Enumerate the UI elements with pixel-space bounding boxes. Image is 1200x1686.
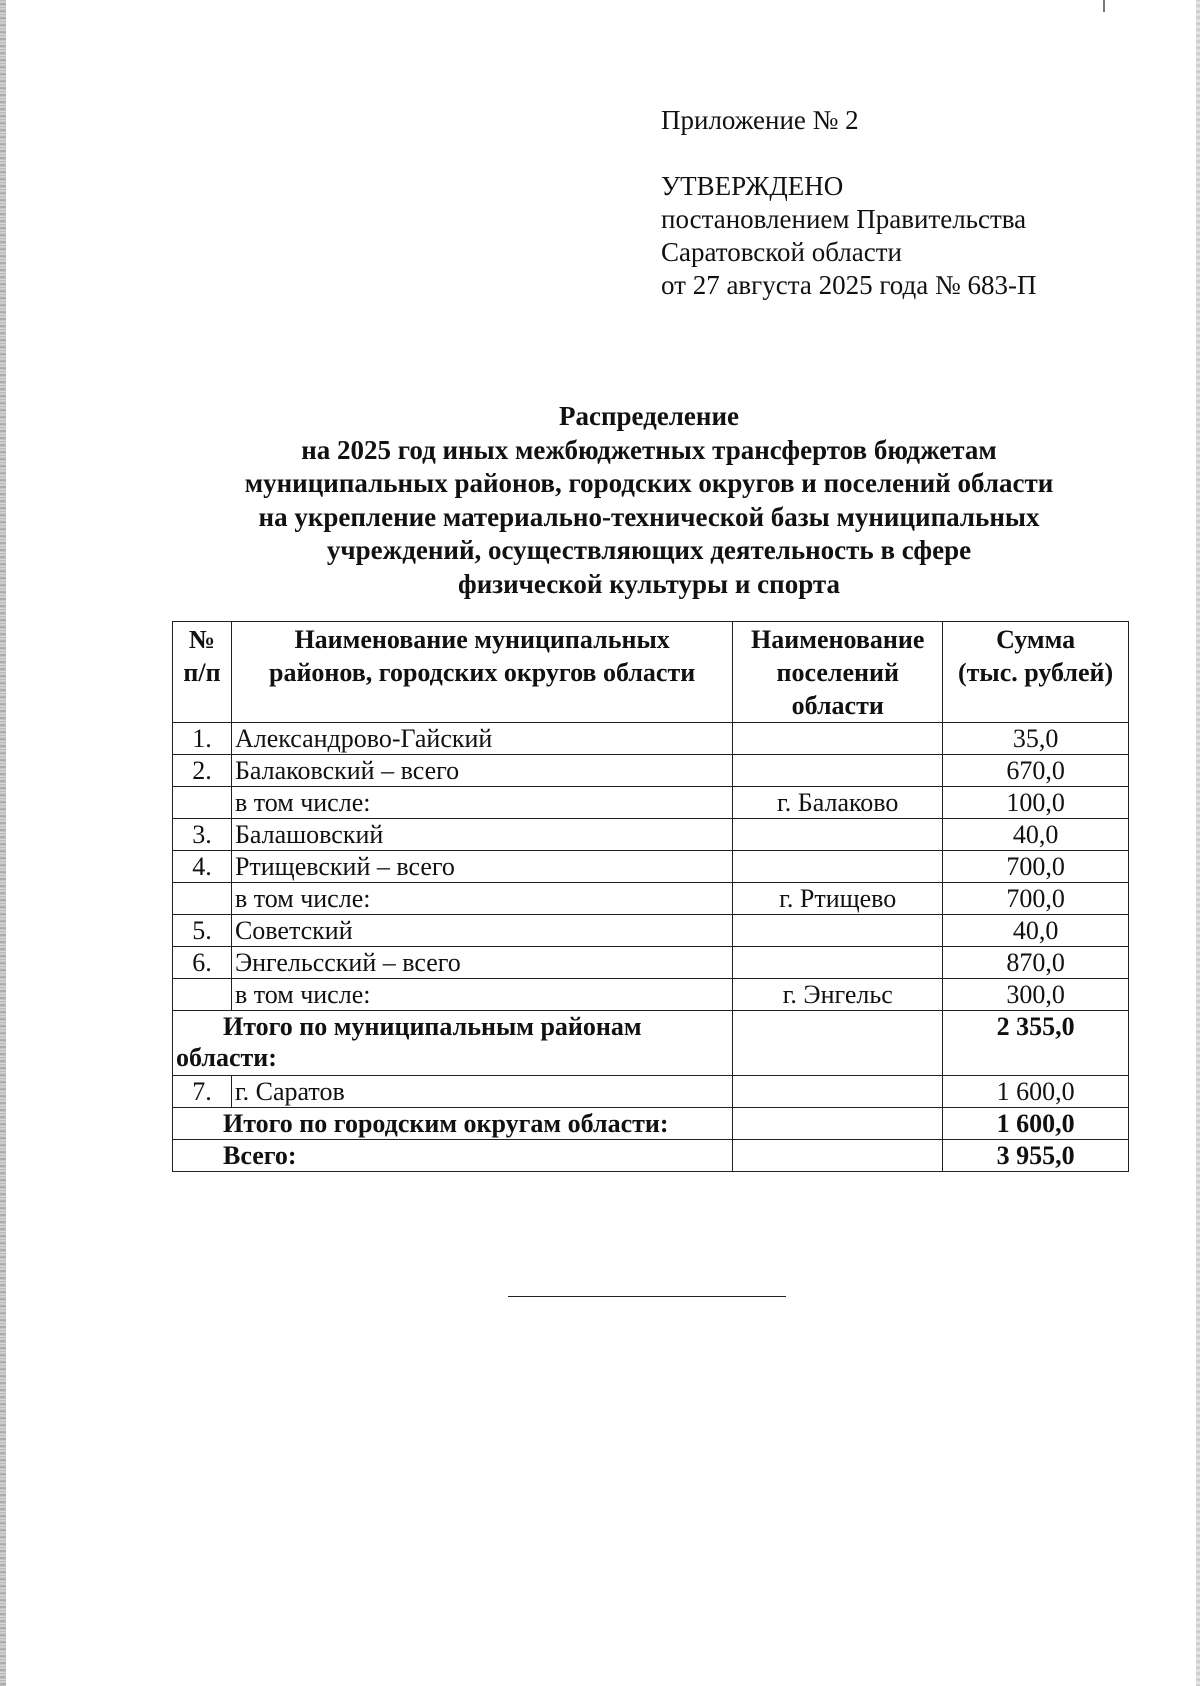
- row-settlement: [733, 755, 943, 787]
- table-row: [173, 851, 1129, 883]
- header-settlement-name: [733, 622, 943, 723]
- total-districts-label-line-1: Итого по муниципальным районам: [223, 1012, 642, 1041]
- total-districts-row: [173, 1011, 1129, 1076]
- row-settlement: [733, 1076, 943, 1108]
- row-settlement: [733, 851, 943, 883]
- scan-edge-right: [1196, 0, 1200, 1686]
- appendix-label: Приложение № 2: [661, 105, 859, 135]
- total-districts-settlement: [733, 1011, 943, 1076]
- scan-edge-left: [0, 0, 6, 1686]
- row-settlement: [733, 915, 943, 947]
- closing-rule: [508, 1296, 786, 1297]
- total-all-sum: 3 955,0: [943, 1140, 1129, 1172]
- header-district-name: [231, 622, 732, 723]
- row-district: Балаковский – всего: [231, 755, 732, 787]
- row-num: 6.: [173, 947, 232, 979]
- row-sum: 40,0: [943, 819, 1129, 851]
- distribution-table: [172, 621, 1129, 1172]
- row-district: Александрово-Гайский: [231, 723, 732, 755]
- row-num: 1.: [173, 723, 232, 755]
- row-num: 4.: [173, 851, 232, 883]
- row-num: 2.: [173, 755, 232, 787]
- table-row: [173, 787, 1129, 819]
- title-line-2: на 2025 год иных межбюджетных трансфертов бюджетам: [301, 434, 997, 465]
- row-num: 7.: [173, 1076, 232, 1108]
- row-sum: 700,0: [943, 883, 1129, 915]
- title-line-4: на укрепление материально-технической базы муниципальных: [258, 501, 1040, 532]
- approval-stamp-block: [661, 104, 1036, 302]
- header-sum-line-1: Сумма: [996, 625, 1076, 654]
- scan-mark: [1103, 0, 1105, 12]
- row-settlement: г. Ртищево: [733, 883, 943, 915]
- row-num: [173, 979, 232, 1011]
- header-sum: [943, 622, 1129, 723]
- total-city-settlement: [733, 1108, 943, 1140]
- approval-line-1: постановлением Правительства: [661, 204, 1027, 234]
- row-settlement: [733, 819, 943, 851]
- row-district: в том числе:: [231, 979, 732, 1011]
- row-district: г. Саратов: [231, 1076, 732, 1108]
- row-sum: 35,0: [943, 723, 1129, 755]
- row-sum: 870,0: [943, 947, 1129, 979]
- row-settlement: г. Энгельс: [733, 979, 943, 1011]
- row-sum: 100,0: [943, 787, 1129, 819]
- row-sum: 1 600,0: [943, 1076, 1129, 1108]
- total-city-row: [173, 1108, 1129, 1140]
- table-row: [173, 947, 1129, 979]
- row-sum: 670,0: [943, 755, 1129, 787]
- approved-heading: УТВЕРЖДЕНО: [661, 171, 844, 201]
- total-districts-label: [173, 1011, 733, 1076]
- row-num: 3.: [173, 819, 232, 851]
- header-num-line-2: п/п: [183, 658, 221, 687]
- row-num: [173, 787, 232, 819]
- total-city-label: [173, 1108, 733, 1140]
- row-num: 5.: [173, 915, 232, 947]
- table-row: [173, 915, 1129, 947]
- header-settle-line-1: Наименование: [751, 625, 925, 654]
- total-all-row: [173, 1140, 1129, 1172]
- header-settle-line-3: области: [791, 691, 884, 720]
- header-num-line-1: №: [188, 625, 216, 654]
- row-settlement: [733, 947, 943, 979]
- title-line-3: муниципальных районов, городских округов и поселений области: [244, 468, 1054, 498]
- approval-line-2: Саратовской области: [661, 237, 902, 267]
- table-row: [173, 755, 1129, 787]
- table-row: [173, 1076, 1129, 1108]
- total-all-label-text: Всего:: [223, 1141, 297, 1170]
- row-district: в том числе:: [231, 787, 732, 819]
- total-districts-label-line-2: области:: [176, 1043, 277, 1072]
- title-line-1: Распределение: [558, 401, 740, 431]
- document-title: [160, 400, 1138, 601]
- header-num: [173, 622, 232, 723]
- header-name-line-1: Наименование муниципальных: [294, 625, 670, 654]
- header-name-line-2: районов, городских округов области: [268, 658, 696, 687]
- row-district: Советский: [231, 915, 732, 947]
- row-district: Энгельсский – всего: [231, 947, 732, 979]
- row-num: [173, 883, 232, 915]
- row-settlement: [733, 723, 943, 755]
- header-sum-line-2: (тыс. рублей): [958, 658, 1114, 687]
- table-row: [173, 883, 1129, 915]
- total-city-label-text: Итого по городским округам области:: [223, 1109, 669, 1138]
- total-all-settlement: [733, 1140, 943, 1172]
- row-sum: 300,0: [943, 979, 1129, 1011]
- total-all-label: [173, 1140, 733, 1172]
- row-district: Балашовский: [231, 819, 732, 851]
- row-sum: 700,0: [943, 851, 1129, 883]
- table-header-row: [173, 622, 1129, 723]
- table-row: [173, 979, 1129, 1011]
- row-sum: 40,0: [943, 915, 1129, 947]
- title-line-5: учреждений, осуществляющих деятельность в сфере: [326, 535, 972, 565]
- title-line-6: физической культуры и спорта: [458, 568, 840, 599]
- row-settlement: г. Балаково: [733, 787, 943, 819]
- approval-line-3: от 27 августа 2025 года № 683-П: [661, 270, 1037, 300]
- table-row: [173, 819, 1129, 851]
- header-settle-line-2: поселений: [776, 658, 899, 687]
- table-row: [173, 723, 1129, 755]
- row-district: в том числе:: [231, 883, 732, 915]
- total-city-sum: 1 600,0: [943, 1108, 1129, 1140]
- row-district: Ртищевский – всего: [231, 851, 732, 883]
- total-districts-sum: 2 355,0: [943, 1011, 1129, 1076]
